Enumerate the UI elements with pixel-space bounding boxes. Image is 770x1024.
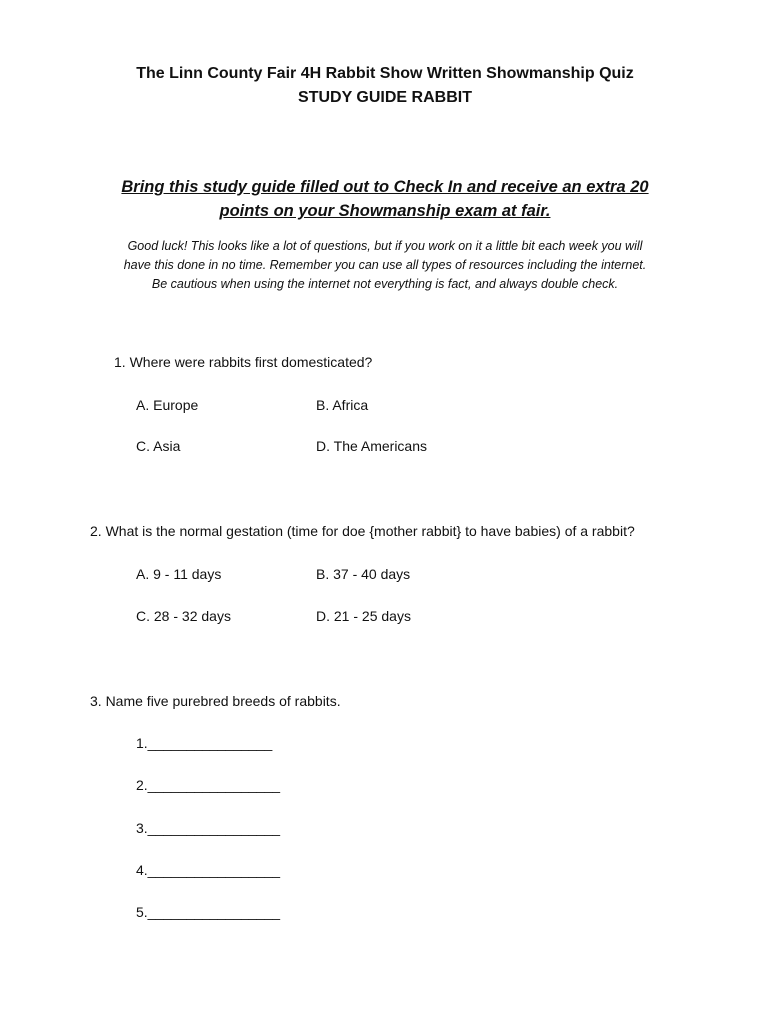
document-subtitle: STUDY GUIDE RABBIT xyxy=(298,89,472,106)
intro-line-1: Good luck! This looks like a lot of questions, but if you work on it a little bit each week you will xyxy=(127,239,643,253)
question-3: 3. Name five purebred breeds of rabbits. xyxy=(90,693,341,709)
q2-option-b: B. 37 - 40 days xyxy=(316,566,411,582)
q3-blank-1[interactable]: 1.________________ xyxy=(136,735,273,751)
question-2: 2. What is the normal gestation (time for doe {mother rabbit} to have babies) of a rabbit? xyxy=(90,523,635,539)
q2-option-d: D. 21 - 25 days xyxy=(316,608,411,624)
q3-blank-4[interactable]: 4._________________ xyxy=(136,862,281,878)
q2-option-a: A. 9 - 11 days xyxy=(136,566,222,582)
q1-option-a: A. Europe xyxy=(136,397,199,413)
q1-option-b: B. Africa xyxy=(316,397,369,413)
intro-line-2: have this done in no time. Remember you can use all types of resources including the internet. xyxy=(123,258,647,272)
q3-blank-5[interactable]: 5._________________ xyxy=(136,904,281,920)
notice-line-2: points on your Showmanship exam at fair. xyxy=(219,202,551,220)
q2-option-c: C. 28 - 32 days xyxy=(136,608,231,624)
q1-option-d: D. The Americans xyxy=(316,438,428,454)
q3-blank-2[interactable]: 2._________________ xyxy=(136,777,281,793)
q1-option-c: C. Asia xyxy=(136,438,181,454)
q3-blank-3[interactable]: 3._________________ xyxy=(136,820,281,836)
document-title: The Linn County Fair 4H Rabbit Show Written Showmanship Quiz xyxy=(136,65,634,82)
intro-line-3: Be cautious when using the internet not everything is fact, and always double check. xyxy=(151,277,619,291)
notice-line-1: Bring this study guide filled out to Check In and receive an extra 20 xyxy=(121,178,649,196)
question-1: 1. Where were rabbits first domesticated? xyxy=(114,354,373,370)
